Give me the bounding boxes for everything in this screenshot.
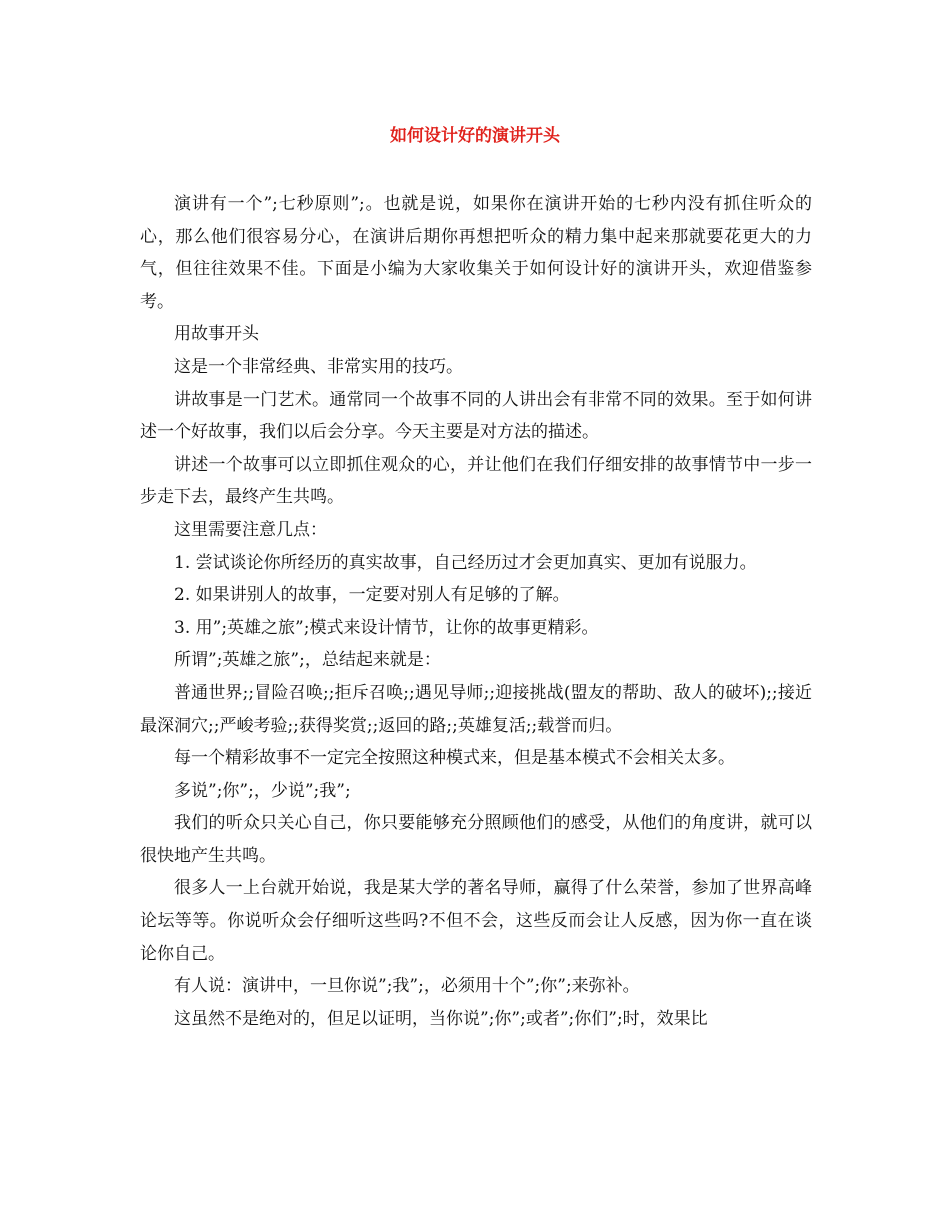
paragraph: 讲故事是一门艺术。通常同一个故事不同的人讲出会有非常不同的效果。至于如何讲述一个好故事，我们以后会分享。今天主要是对方法的描述。 — [140, 389, 812, 443]
paragraph: 我们的听众只关心自己，你只要能够充分照顾他们的感受，从他们的角度讲，就可以很快地产生共鸣。 — [140, 813, 812, 866]
paragraph: 这是一个非常经典、非常实用的技巧。 — [174, 356, 463, 377]
paragraph-intro: 演讲有一个”;七秒原则”;。也就是说，如果你在演讲开始的七秒内没有抓住听众的心，那么他们很容易分心，在演讲后期你再想把听众的精力集中起来那就要花更大的力气，但往往效果不佳。下面是小编为大家收集关于如何设计好的演讲开头，欢迎借鉴参考。 — [140, 194, 812, 312]
paragraph: 每一个精彩故事不一定完全按照这种模式来，但是基本模式不会相关太多。 — [174, 748, 735, 769]
list-item: 1. 尝试谈论你所经历的真实故事，自己经历过才会更加真实、更加有说服力。 — [174, 552, 757, 573]
list-item: 3. 用”;英雄之旅”;模式来设计情节，让你的故事更精彩。 — [174, 617, 599, 638]
paragraph: 有人说：演讲中，一旦你说”;我”;，必须用十个”;你”;来弥补。 — [174, 976, 640, 997]
paragraph: 这虽然不是绝对的，但足以证明，当你说”;你”;或者”;你们”;时，效果比 — [174, 1008, 708, 1029]
section-heading-story: 用故事开头 — [174, 324, 259, 345]
document-title: 如何设计好的演讲开头 — [390, 126, 560, 146]
paragraph: 普通世界;;冒险召唤;;拒斥召唤;;遇见导师;;迎接挑战(盟友的帮助、敌人的破坏);;接近最深洞穴;;严峻考验;;获得奖赏;;返回的路;;英雄复活;;载誉而归。 — [140, 682, 812, 736]
paragraph: 讲述一个故事可以立即抓住观众的心，并让他们在我们仔细安排的故事情节中一步一步走下去，最终产生共鸣。 — [140, 454, 812, 508]
list-item: 2. 如果讲别人的故事，一定要对别人有足够的了解。 — [174, 585, 570, 606]
paragraph: 所谓”;英雄之旅”;，总结起来就是： — [174, 650, 441, 671]
paragraph: 这里需要注意几点： — [174, 519, 327, 540]
paragraph: 很多人一上台就开始说，我是某大学的著名导师，赢得了什么荣誉，参加了世界高峰论坛等等。你说听众会仔细听这些吗?不但不会，这些反而会让人反感，因为你一直在谈论你自己。 — [140, 878, 812, 964]
document-body — [140, 188, 812, 1035]
section-heading-you: 多说”;你”;，少说”;我”; — [174, 780, 351, 801]
